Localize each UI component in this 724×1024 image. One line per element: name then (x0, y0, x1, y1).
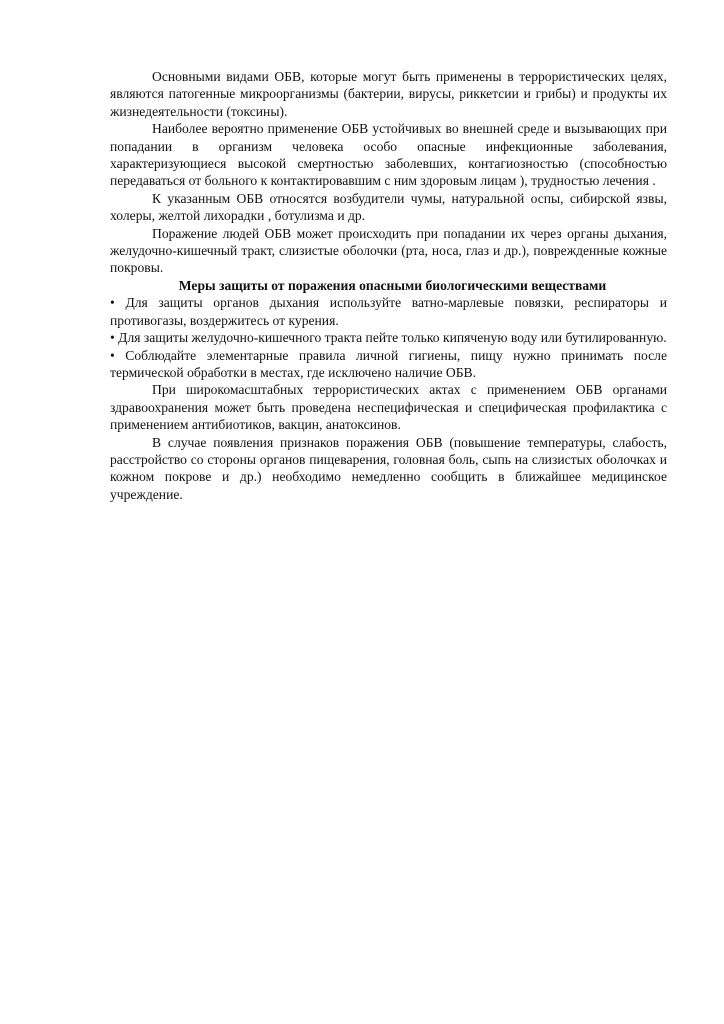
bullet-icon: • (110, 330, 115, 346)
bullet-text: Для защиты желудочно-кишечного тракта пейте только кипяченую воду или бутилированную. (118, 330, 667, 346)
paragraph-prophylaxis: При широкомасштабных террористических актах с применением ОБВ органами здравоохранения может быть проведена неспецифическая и специфическая профилактика с применением антибиотиков, вакцин, анатоксинов. (110, 382, 667, 433)
bullet-item-digestive (110, 329, 667, 346)
bullet-item-hygiene (110, 347, 667, 382)
bullet-icon: • (110, 295, 115, 311)
document-page (110, 68, 667, 503)
bullet-icon: • (110, 347, 115, 363)
bullet-item-respiratory (110, 294, 667, 329)
bullet-text: Для защиты органов дыхания используйте ватно-марлевые повязки, респираторы и противогазы, воздержитесь от курения. (110, 295, 667, 328)
bullet-text: Соблюдайте элементарные правила личной гигиены, пищу нужно принимать после термической обработки в местах, где исключено наличие ОБВ. (110, 347, 667, 380)
paragraph-obv-agents: К указанным ОБВ относятся возбудители чумы, натуральной оспы, сибирской язвы, холеры, желтой лихорадки , ботулизма и др. (110, 190, 667, 224)
section-heading-protection: Меры защиты от поражения опасными биологическими веществами (178, 277, 607, 293)
paragraph-obv-types: Основными видами ОБВ, которые могут быть применены в террористических целях, являются патогенные микроорганизмы (бактерии, вирусы, риккетсии и грибы) и продукты их жизнедеятельности (токсины). (110, 69, 667, 119)
paragraph-obv-likely-use: Наиболее вероятно применение ОБВ устойчивых во внешней среде и вызывающих при попадании в организм человека особо опасные инфекционные заболевания, характеризующиеся высокой смертностью заболевших, контагиозностью (способностью передаваться от больного к контактировавшим с ним здоровым лицам ), трудностью лечения . (110, 121, 667, 189)
paragraph-symptoms-action: В случае появления признаков поражения ОБВ (повышение температуры, слабость, расстройство со стороны органов пищеварения, головная боль, сыпь на слизистых оболочках и кожном покрове и др.) необходимо немедленно сообщить в ближайшее медицинское учреждение. (110, 434, 667, 502)
paragraph-obv-exposure-routes: Поражение людей ОБВ может происходить при попадании их через органы дыхания, желудочно-кишечный тракт, слизистые оболочки (рта, носа, глаз и др.), поврежденные кожные покровы. (110, 225, 667, 276)
